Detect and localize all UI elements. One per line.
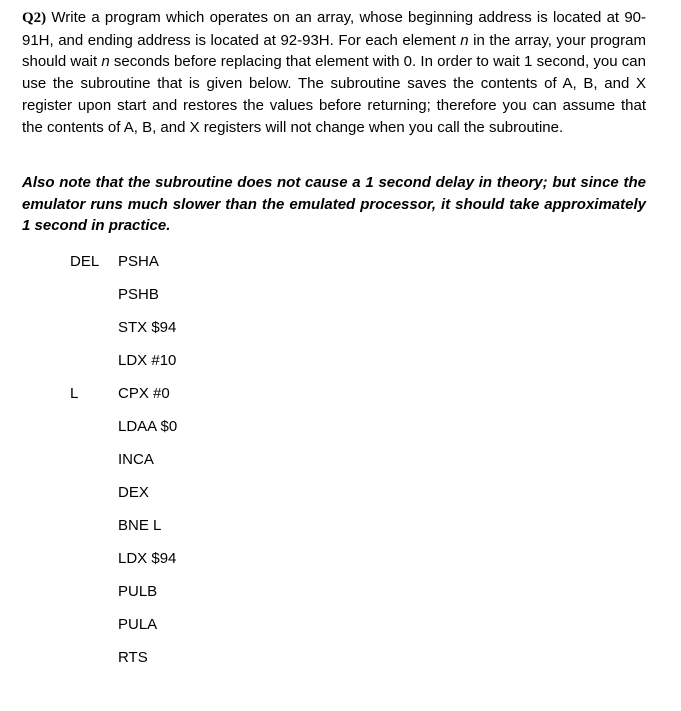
question-text-part3: seconds before replacing that element with 0. In order to wait 1 second, you can use the subroutine that is given below. The subroutine saves the contents of A, B, and X register upon start and restores the values before returning; therefore you can assume that the contents of A, B, and X registers will not change when you call the subroutine. bbox=[22, 53, 646, 136]
code-instruction: BNE L bbox=[118, 517, 162, 534]
code-instruction: PULA bbox=[118, 616, 158, 633]
code-label: L bbox=[70, 385, 79, 402]
code-instruction: STX $94 bbox=[118, 319, 177, 336]
emulator-note: Also note that the subroutine does not cause a 1 second delay in theory; but since the emulator runs much slower than the emulated processor, it should take approximately 1 second in practice. bbox=[22, 174, 646, 235]
code-instruction: CPX #0 bbox=[118, 385, 170, 402]
code-label: DEL bbox=[70, 253, 100, 270]
code-instruction: LDX $94 bbox=[118, 550, 177, 567]
question-label: Q2) bbox=[22, 10, 47, 26]
question-text-part1: Write a program which operates on an array, whose beginning address is located at 90- 91H, and ending address is located at 92-93H. For each element bbox=[22, 9, 646, 49]
code-instruction: PULB bbox=[118, 583, 158, 600]
variable-n-first: n bbox=[460, 31, 469, 49]
question-text-part2: in the array, your program should wait bbox=[22, 31, 646, 71]
code-instruction: LDAA $0 bbox=[118, 418, 178, 435]
code-instruction: PSHB bbox=[118, 286, 159, 303]
code-instruction: LDX #10 bbox=[118, 352, 177, 369]
variable-n-second: n bbox=[101, 53, 110, 71]
code-instruction: RTS bbox=[118, 649, 148, 666]
code-instruction: PSHA bbox=[118, 253, 159, 270]
code-instruction: INCA bbox=[118, 451, 154, 468]
code-instruction: DEX bbox=[118, 484, 149, 501]
